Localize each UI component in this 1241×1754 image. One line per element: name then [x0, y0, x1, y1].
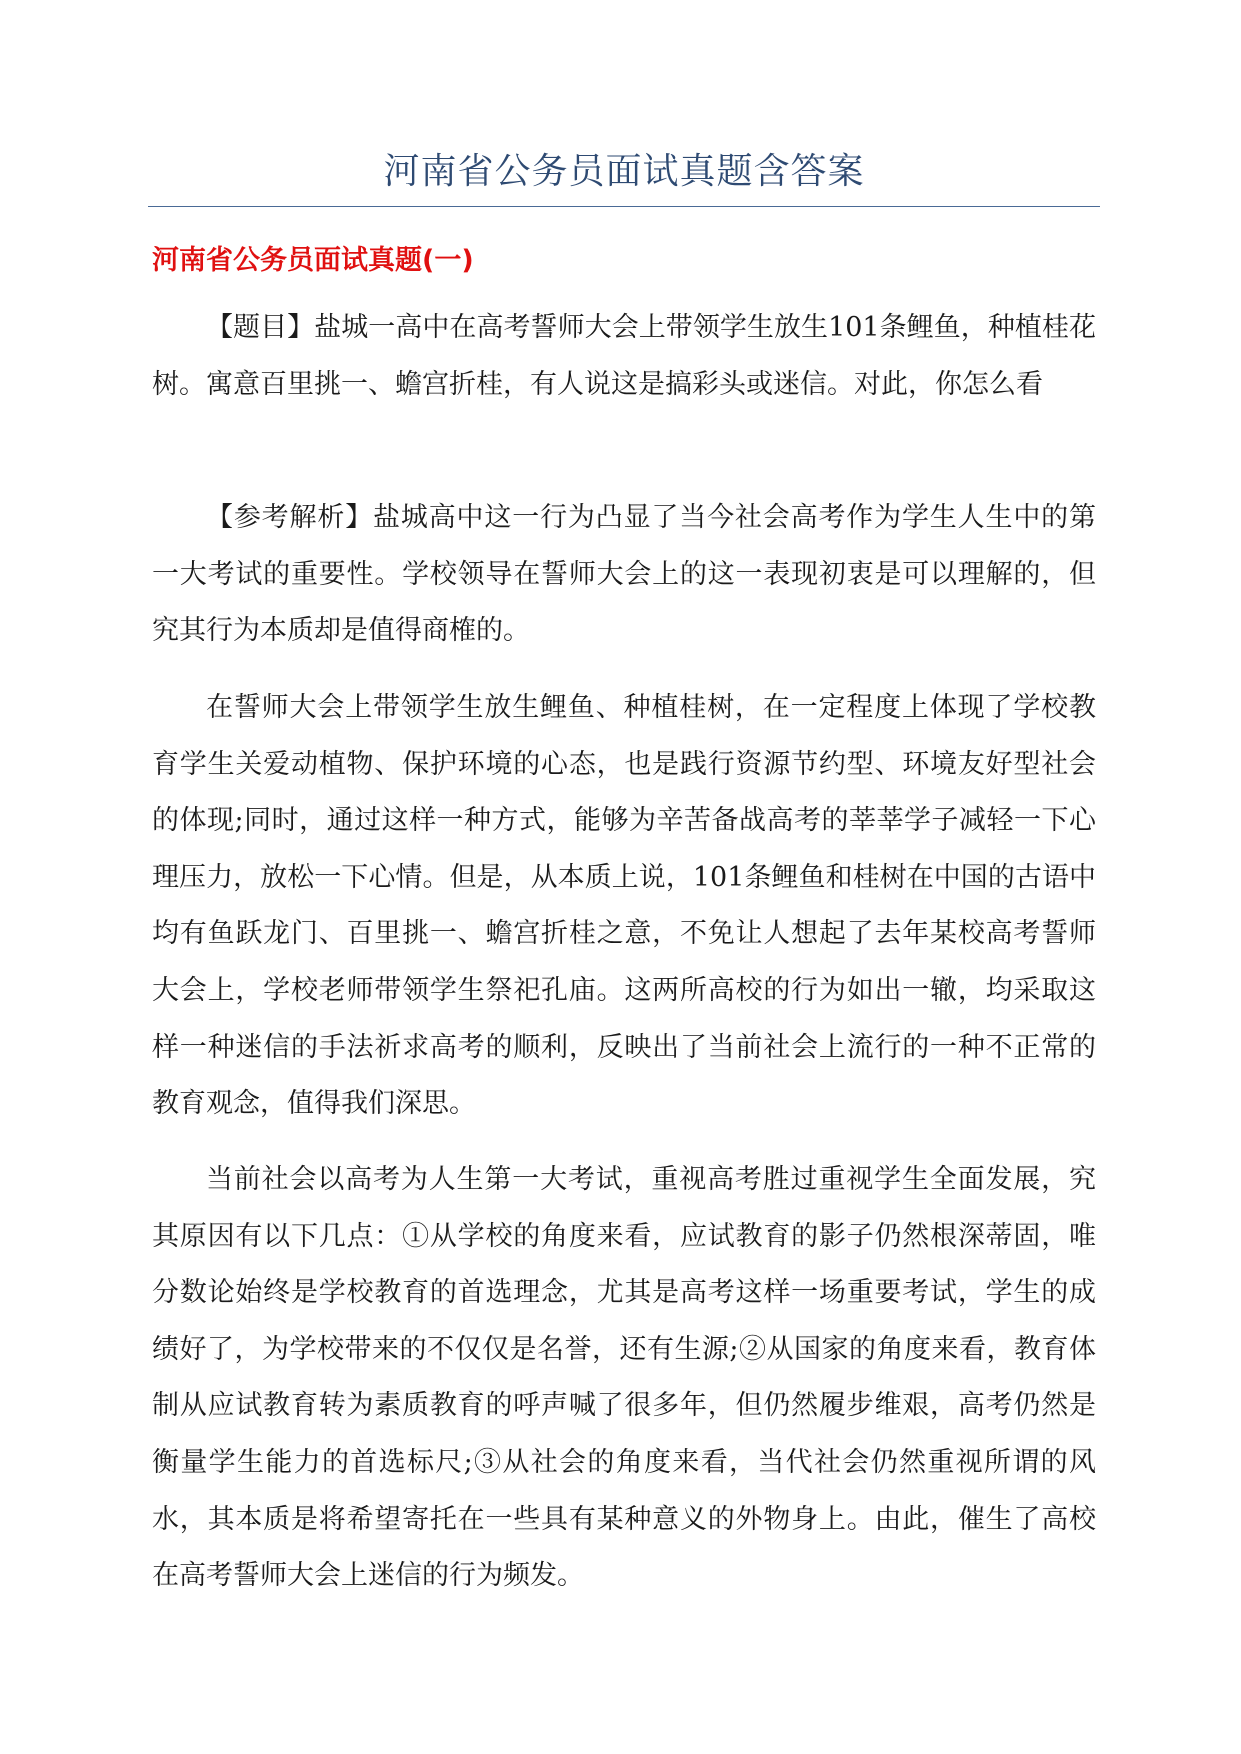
analysis-paragraph: 【参考解析】盐城高中这一行为凸显了当今社会高考作为学生人生中的第一大考试的重要性。学校领导在誓师大会上的这一表现初衷是可以理解的，但究其行为本质却是值得商榷的。	[152, 502, 1096, 647]
body-paragraph: 当前社会以高考为人生第一大考试，重视高考胜过重视学生全面发展，究其原因有以下几点：①从学校的角度来看，应试教育的影子仍然根深蒂固，唯分数论始终是学校教育的首选理念，尤其是高考这样一场重要考试，学生的成绩好了，为学校带来的不仅仅是名誉，还有生源;②从国家的角度来看，教育体制从应试教育转为素质教育的呼声喊了很多年，但仍然履步维艰，高考仍然是衡量学生能力的首选标尺;③从社会的角度来看，当代社会仍然重视所谓的风水，其本质是将希望寄托在一些具有某种意义的外物身上。由此，催生了高校在高考誓师大会上迷信的行为频发。	[152, 1164, 1096, 1592]
title-divider	[148, 206, 1100, 207]
question-paragraph: 【题目】盐城一高中在高考誓师大会上带领学生放生101条鲤鱼，种植桂花树。寓意百里挑一、蟾宫折桂，有人说这是搞彩头或迷信。对此，你怎么看	[152, 312, 1096, 400]
document-title: 河南省公务员面试真题含答案	[383, 151, 865, 192]
body-paragraph: 在誓师大会上带领学生放生鲤鱼、种植桂树，在一定程度上体现了学校教育学生关爱动植物、保护环境的心态，也是践行资源节约型、环境友好型社会的体现;同时，通过这样一种方式，能够为辛苦备战高考的莘莘学子减轻一下心理压力，放松一下心情。但是，从本质上说，101条鲤鱼和桂树在中国的古语中均有鱼跃龙门、百里挑一、蟾宫折桂之意，不免让人想起了去年某校高考誓师大会上，学校老师带领学生祭祀孔庙。这两所高校的行为如出一辙，均采取这样一种迷信的手法祈求高考的顺利，反映出了当前社会上流行的一种不正常的教育观念，值得我们深思。	[152, 692, 1096, 1120]
section-heading: 河南省公务员面试真题(一)	[152, 245, 474, 276]
